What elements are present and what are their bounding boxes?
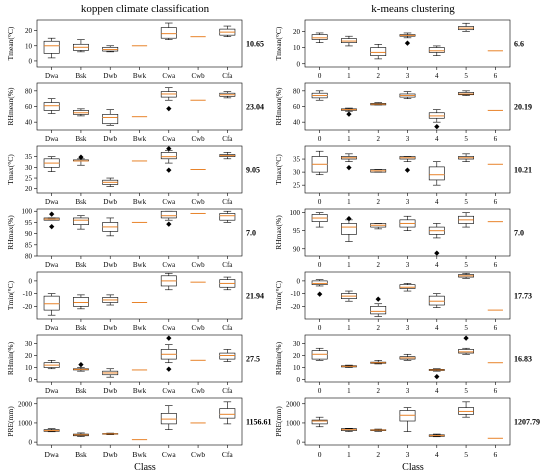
right-row4-ylabel: Tmin(°C) xyxy=(274,280,283,311)
left-row2-box-4-iqr xyxy=(161,152,176,158)
right-row4-ytick-label-1: -10 xyxy=(290,290,300,299)
right-row0-xtick-label-4: 4 xyxy=(435,72,439,80)
left-row0-box-0-iqr xyxy=(44,41,59,53)
left-row0-xtick-label-4: Cwa xyxy=(162,72,176,80)
left-row1-ytick-label-2: 80 xyxy=(25,87,32,96)
left-row5-xtick-label-0: Dwa xyxy=(45,387,59,395)
right-row3-ytick-label-0: 90 xyxy=(293,245,300,254)
left-row5-xtick-label-3: Bwk xyxy=(132,387,147,395)
left-row3-box-4-outlier-0: ◆ xyxy=(166,220,172,229)
left-row0-frame xyxy=(37,20,242,67)
left-row4-ytick-label-1: -10 xyxy=(22,290,32,299)
right-row0-xtick-label-2: 2 xyxy=(376,72,380,80)
left-row0-xtick-label-1: Bsk xyxy=(75,72,87,80)
right-x-axis-label: Class xyxy=(402,462,424,473)
left-xtick-label-5: Cwb xyxy=(190,450,206,459)
left-row5-box-4-outlier-0: ◆ xyxy=(166,365,172,374)
right-row4-ytick-label-0: -20 xyxy=(290,302,300,311)
left-xtick-label-6: Cfa xyxy=(221,450,233,459)
right-row0-ytick-label-2: 20 xyxy=(293,27,300,36)
left-row2-xtick-label-3: Bwk xyxy=(132,198,147,206)
right-row2-ytick-label-1: 30 xyxy=(293,168,300,177)
right-row3-box-1-outlier-0: ◆ xyxy=(346,214,352,223)
right-row4-frame xyxy=(305,272,510,319)
right-row4-xtick-label-3: 3 xyxy=(405,324,410,332)
right-row6-ytick-label-2: 2000 xyxy=(286,400,300,409)
left-row6-ylabel: PRE(mm) xyxy=(6,406,15,437)
right-row1-ytick-label-2: 80 xyxy=(293,87,300,96)
left-row4-xtick-label-3: Bwk xyxy=(132,324,147,332)
left-row3-xtick-label-3: Bwk xyxy=(132,261,147,269)
left-row2-ytick-label-0: 20 xyxy=(25,185,32,194)
right-row2-xtick-label-5: 5 xyxy=(464,198,468,206)
right-row5-xtick-label-1: 1 xyxy=(347,387,351,395)
right-row4-ytick-label-2: 0 xyxy=(296,277,300,286)
left-row3-frame xyxy=(37,209,242,256)
left-row2-ytick-label-1: 25 xyxy=(25,174,32,183)
right-xtick-label-2: 2 xyxy=(376,450,381,459)
left-row0-xtick-label-5: Cwb xyxy=(191,72,205,80)
right-row4-xtick-label-4: 4 xyxy=(435,324,439,332)
left-row5-ytick-label-1: 10 xyxy=(25,364,32,373)
left-x-axis-label: Class xyxy=(134,462,156,473)
right-row3-ytick-label-2: 100 xyxy=(289,209,300,218)
right-row3-xtick-label-6: 6 xyxy=(493,261,498,269)
right-row1-xtick-label-2: 2 xyxy=(376,135,380,143)
right-row0-ytick-label-0: 0 xyxy=(296,60,300,69)
right-row0-xtick-label-3: 3 xyxy=(405,72,410,80)
left-row5-ytick-label-0: 0 xyxy=(28,376,32,385)
left-row0-xtick-label-6: Cfa xyxy=(222,72,233,80)
left-row1-annotation: 23.04 xyxy=(246,102,264,112)
right-row0-box-4-iqr xyxy=(429,48,444,53)
right-row2-xtick-label-0: 0 xyxy=(317,198,322,206)
left-row1-box-0-iqr xyxy=(44,103,59,111)
right-row4-box-0-iqr xyxy=(312,281,327,285)
left-row4-xtick-label-6: Cfa xyxy=(222,324,233,332)
right-row3-xtick-label-1: 1 xyxy=(347,261,351,269)
right-row4-box-2-outlier-0: ◆ xyxy=(375,295,381,304)
right-xtick-label-3: 3 xyxy=(405,450,410,459)
left-row2-ytick-label-3: 35 xyxy=(25,153,32,162)
right-row5-xtick-label-4: 4 xyxy=(435,387,439,395)
right-row0-ylabel: Tmean(°C) xyxy=(274,26,283,61)
left-row3-xtick-label-0: Dwa xyxy=(45,261,59,269)
left-row3-box-6-iqr xyxy=(220,213,235,220)
right-row4-xtick-label-2: 2 xyxy=(376,324,380,332)
right-row5-frame xyxy=(305,335,510,382)
left-row1-xtick-label-5: Cwb xyxy=(191,135,205,143)
left-row0-xtick-label-3: Bwk xyxy=(132,72,147,80)
left-row1-xtick-label-4: Cwa xyxy=(162,135,176,143)
right-row0-xtick-label-6: 6 xyxy=(493,72,498,80)
left-row3-ytick-label-2: 90 xyxy=(25,230,32,239)
left-row5-box-6-iqr xyxy=(220,353,235,359)
left-row5-annotation: 27.5 xyxy=(246,354,260,364)
right-row0-ytick-label-1: 10 xyxy=(293,44,300,53)
left-row2-xtick-label-1: Bsk xyxy=(75,198,87,206)
left-row2-annotation: 9.05 xyxy=(246,165,260,175)
right-row2-ytick-label-0: 25 xyxy=(293,181,300,190)
right-row0-box-2-iqr xyxy=(371,48,386,56)
right-row1-annotation: 20.19 xyxy=(514,102,532,112)
right-row3-box-4-outlier-0: ◆ xyxy=(434,248,440,257)
right-row3-xtick-label-0: 0 xyxy=(317,261,322,269)
right-row3-annotation: 7.0 xyxy=(514,228,524,238)
left-row2-ytick-label-2: 30 xyxy=(25,163,32,172)
right-row5-ytick-label-1: 10 xyxy=(293,364,300,373)
left-row0-xtick-label-2: Dwb xyxy=(103,72,118,80)
right-row4-xtick-label-0: 0 xyxy=(317,324,322,332)
left-row3-ytick-label-1: 85 xyxy=(25,241,32,250)
right-row1-ylabel: RHmean(%) xyxy=(274,87,283,126)
right-row2-ylabel: Tmax(°C) xyxy=(274,154,283,185)
left-row4-frame xyxy=(37,272,242,319)
left-xtick-label-4: Cwa xyxy=(161,450,176,459)
right-row0-annotation: 6.6 xyxy=(514,39,524,49)
left-row2-frame xyxy=(37,146,242,193)
left-row2-xtick-label-0: Dwa xyxy=(45,198,59,206)
left-row0-ytick-label-1: 10 xyxy=(25,42,32,51)
left-row0-annotation: 10.65 xyxy=(246,39,264,49)
right-row5-xtick-label-0: 0 xyxy=(317,387,322,395)
right-row1-xtick-label-0: 0 xyxy=(317,135,322,143)
left-row4-xtick-label-2: Dwb xyxy=(103,324,118,332)
left-row0-ytick-label-0: 0 xyxy=(28,57,32,66)
right-row5-xtick-label-3: 3 xyxy=(405,387,410,395)
left-row1-xtick-label-2: Dwb xyxy=(103,135,118,143)
left-row4-annotation: 21.94 xyxy=(246,291,264,301)
right-row4-annotation: 17.73 xyxy=(514,291,532,301)
left-row1-xtick-label-1: Bsk xyxy=(75,135,87,143)
left-row3-box-4-iqr xyxy=(161,211,176,218)
right-row2-box-1-outlier-0: ◆ xyxy=(346,163,352,172)
left-row4-xtick-label-1: Bsk xyxy=(75,324,87,332)
left-row2-xtick-label-2: Dwb xyxy=(103,198,118,206)
left-row5-xtick-label-6: Cfa xyxy=(222,387,233,395)
right-row1-frame xyxy=(305,83,510,130)
right-row1-ytick-label-0: 40 xyxy=(293,118,300,127)
left-row4-ytick-label-2: 0 xyxy=(28,277,32,286)
right-row5-xtick-label-5: 5 xyxy=(464,387,468,395)
right-xtick-label-0: 0 xyxy=(317,450,322,459)
right-row1-box-4-outlier-0: ◆ xyxy=(434,122,440,131)
left-row5-xtick-label-5: Cwb xyxy=(191,387,205,395)
left-row6-ytick-label-2: 2000 xyxy=(18,400,32,409)
right-row6-ytick-label-1: 1000 xyxy=(286,419,300,428)
left-row3-annotation: 7.0 xyxy=(246,228,256,238)
right-row1-xtick-label-5: 5 xyxy=(464,135,468,143)
left-row2-xtick-label-5: Cwb xyxy=(191,198,205,206)
left-row0-ylabel: Tmean(°C) xyxy=(6,26,15,61)
left-row0-xtick-label-0: Dwa xyxy=(45,72,59,80)
right-row2-box-3-outlier-0: ◆ xyxy=(404,166,411,174)
left-row4-ytick-label-0: -20 xyxy=(22,302,32,311)
left-row4-xtick-label-5: Cwb xyxy=(191,324,205,332)
right-row6-ytick-label-0: 0 xyxy=(296,438,300,447)
right-xtick-label-6: 6 xyxy=(493,450,498,459)
right-row2-box-4-iqr xyxy=(429,167,444,180)
left-row5-box-4-outlier-1: ◆ xyxy=(166,333,172,342)
right-row3-xtick-label-5: 5 xyxy=(464,261,468,269)
left-row1-frame xyxy=(37,83,242,130)
left-row5-xtick-label-4: Cwa xyxy=(162,387,176,395)
left-row3-box-0-outlier-1: ◆ xyxy=(48,209,55,218)
left-row2-xtick-label-6: Cfa xyxy=(222,198,233,206)
right-row1-xtick-label-6: 6 xyxy=(493,135,498,143)
left-row0-box-4-iqr xyxy=(161,28,176,39)
left-row5-ylabel: RHmin(%) xyxy=(6,341,15,376)
right-row3-box-1-iqr xyxy=(341,223,356,234)
left-row1-xtick-label-6: Cfa xyxy=(222,135,233,143)
right-row5-box-4-outlier-0: ◆ xyxy=(434,372,440,381)
left-row1-xtick-label-3: Bwk xyxy=(132,135,147,143)
right-row5-box-5-iqr xyxy=(458,349,473,353)
left-xtick-label-0: Dwa xyxy=(44,450,59,459)
right-xtick-label-5: 5 xyxy=(464,450,468,459)
right-row4-xtick-label-1: 1 xyxy=(347,324,351,332)
left-row1-ytick-label-1: 60 xyxy=(25,103,32,111)
right-row3-xtick-label-3: 3 xyxy=(405,261,410,269)
left-xtick-label-2: Dwb xyxy=(102,450,118,459)
left-row4-ylabel: Tmin(°C) xyxy=(6,280,15,311)
left-row1-box-4-outlier-0: ◆ xyxy=(166,104,172,113)
right-row4-xtick-label-5: 5 xyxy=(464,324,468,332)
right-row1-ytick-label-1: 60 xyxy=(293,103,300,111)
left-row0-ytick-label-2: 20 xyxy=(25,27,32,36)
right-row0-box-3-outlier-0: ◆ xyxy=(404,39,411,48)
left-row3-ytick-label-0: 80 xyxy=(25,252,32,261)
left-row2-box-1-outlier-0: ◆ xyxy=(78,153,84,162)
right-row3-ytick-label-1: 95 xyxy=(293,227,300,236)
right-row4-box-0-outlier-0: ◆ xyxy=(316,290,323,299)
right-row5-ytick-label-3: 30 xyxy=(293,339,300,348)
left-row3-xtick-label-5: Cwb xyxy=(191,261,205,269)
left-row3-xtick-label-2: Dwb xyxy=(103,261,118,269)
right-xtick-label-4: 4 xyxy=(434,450,439,459)
right-row1-xtick-label-4: 4 xyxy=(435,135,439,143)
left-row5-frame xyxy=(37,335,242,382)
left-row3-xtick-label-1: Bsk xyxy=(75,261,87,269)
right-row4-box-4-iqr xyxy=(429,296,444,305)
right-row2-xtick-label-6: 6 xyxy=(493,198,498,206)
left-row6-box-6-iqr xyxy=(220,409,235,419)
left-row2-box-4-outlier-1: ◆ xyxy=(166,144,172,153)
left-row5-ytick-label-3: 30 xyxy=(25,339,32,348)
left-row1-ylabel: RHmean(%) xyxy=(6,87,15,126)
right-xtick-label-1: 1 xyxy=(347,450,351,459)
right-row5-xtick-label-6: 6 xyxy=(493,387,498,395)
right-panel-title: k-means clustering xyxy=(371,3,455,15)
left-row1-xtick-label-0: Dwa xyxy=(45,135,59,143)
left-xtick-label-3: Bwk xyxy=(132,450,147,459)
right-row2-annotation: 10.21 xyxy=(514,165,532,175)
right-row1-xtick-label-3: 3 xyxy=(405,135,410,143)
right-row1-xtick-label-1: 1 xyxy=(347,135,351,143)
left-row3-ytick-label-3: 95 xyxy=(25,218,32,227)
right-row6-annotation: 1207.79 xyxy=(514,417,540,427)
left-row4-xtick-label-4: Cwa xyxy=(162,324,176,332)
right-row5-ylabel: RHmin(%) xyxy=(274,341,283,376)
left-row5-xtick-label-1: Bsk xyxy=(75,387,87,395)
left-xtick-label-1: Bsk xyxy=(75,450,87,459)
left-row3-box-0-outlier-0: ◆ xyxy=(48,222,55,231)
right-row2-xtick-label-1: 1 xyxy=(347,198,351,206)
left-row1-ytick-label-0: 40 xyxy=(25,118,32,127)
right-row4-xtick-label-6: 6 xyxy=(493,324,498,332)
right-row1-box-1-outlier-0: ◆ xyxy=(346,110,352,119)
left-row4-box-1-iqr xyxy=(73,297,88,306)
left-row3-ytick-label-4: 100 xyxy=(21,207,32,216)
right-row0-xtick-label-1: 1 xyxy=(347,72,351,80)
left-row3-xtick-label-6: Cfa xyxy=(222,261,233,269)
right-row0-xtick-label-5: 5 xyxy=(464,72,468,80)
left-row6-ytick-label-0: 0 xyxy=(28,438,32,447)
left-row5-box-1-outlier-0: ◆ xyxy=(78,360,84,369)
left-row4-box-0-iqr xyxy=(44,296,59,310)
left-row2-box-4-outlier-0: ◆ xyxy=(166,166,172,174)
right-row2-ytick-label-2: 35 xyxy=(293,155,300,164)
right-row4-box-2-iqr xyxy=(371,306,386,314)
left-row3-ylabel: RHmax(%) xyxy=(6,215,15,250)
left-panel-title: koppen climate classification xyxy=(80,3,210,15)
left-row3-xtick-label-4: Cwa xyxy=(162,261,176,269)
left-row5-xtick-label-2: Dwb xyxy=(103,387,118,395)
right-row5-ytick-label-0: 0 xyxy=(296,376,300,385)
right-row5-annotation: 16.83 xyxy=(514,354,532,364)
left-row1-box-2-iqr xyxy=(103,114,118,123)
right-row2-xtick-label-4: 4 xyxy=(435,198,439,206)
left-row6-frame xyxy=(37,398,242,445)
right-row3-xtick-label-4: 4 xyxy=(435,261,439,269)
left-row3-box-1-iqr xyxy=(73,218,88,225)
right-row5-xtick-label-2: 2 xyxy=(376,387,380,395)
right-row0-xtick-label-0: 0 xyxy=(317,72,322,80)
right-row5-ytick-label-2: 20 xyxy=(293,351,300,360)
left-row2-ylabel: Tmax(°C) xyxy=(6,154,15,185)
left-row6-ytick-label-1: 1000 xyxy=(18,419,32,428)
left-row2-xtick-label-4: Cwa xyxy=(162,198,176,206)
left-row4-xtick-label-0: Dwa xyxy=(45,324,59,332)
right-row2-xtick-label-3: 3 xyxy=(405,198,410,206)
right-row5-box-0-iqr xyxy=(312,351,327,359)
right-row0-box-0-iqr xyxy=(312,35,327,40)
right-row3-xtick-label-2: 2 xyxy=(376,261,380,269)
right-row4-box-3-iqr xyxy=(400,285,415,289)
right-row5-box-5-outlier-0: ◆ xyxy=(463,333,469,342)
right-row6-ylabel: PRE(mm) xyxy=(274,406,283,437)
right-row2-xtick-label-2: 2 xyxy=(376,198,380,206)
left-row6-annotation: 1156.61 xyxy=(246,417,272,427)
right-row3-ylabel: RHmax(%) xyxy=(274,215,283,250)
left-row5-ytick-label-2: 20 xyxy=(25,351,32,360)
